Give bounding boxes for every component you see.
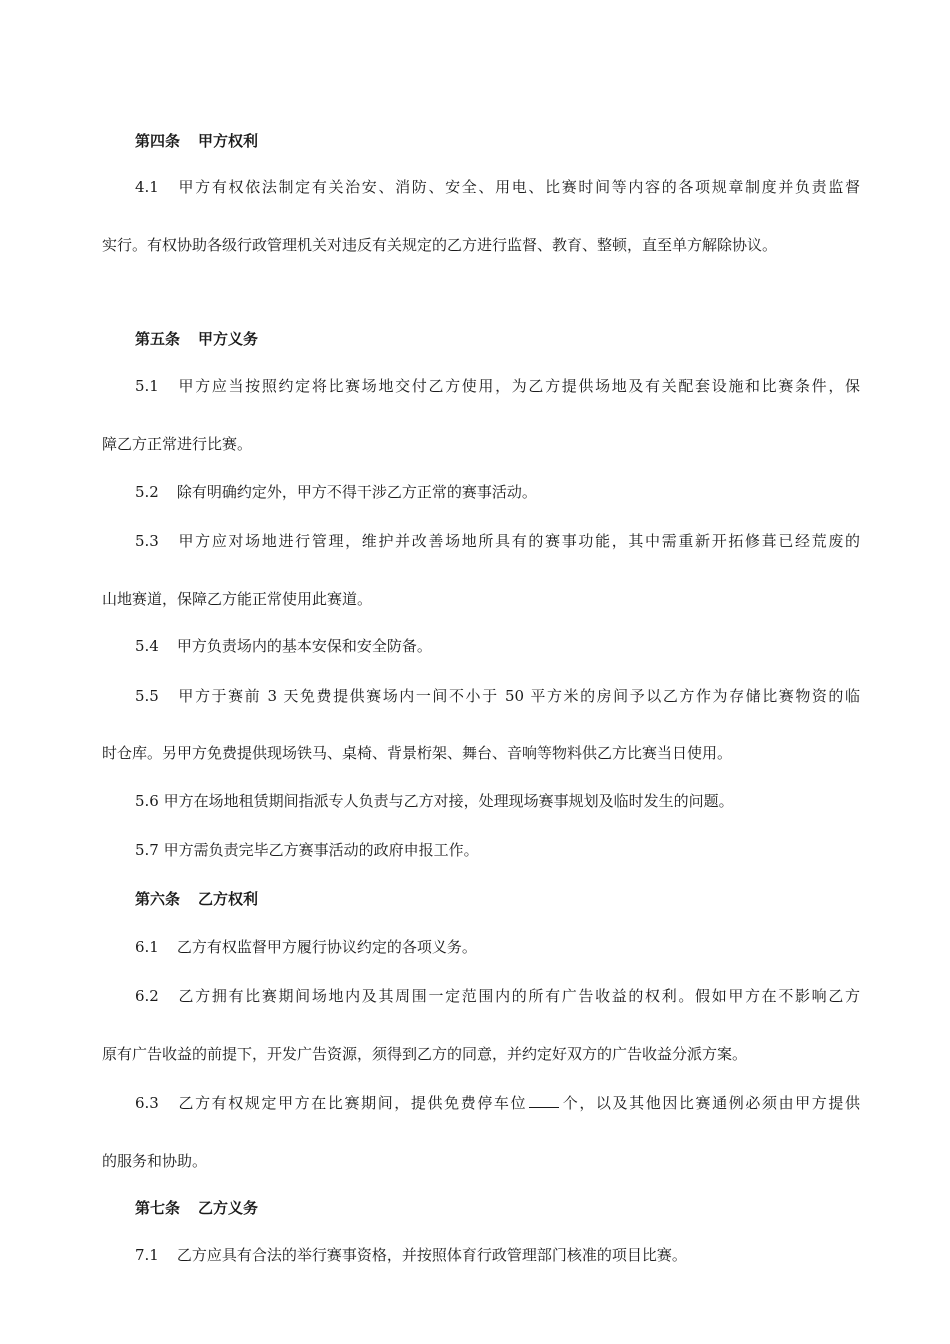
clause-number: 6.2 xyxy=(135,987,159,1005)
clause-number: 6.1 xyxy=(135,938,159,956)
clause-number: 6.3 xyxy=(135,1094,159,1112)
clause-5-3-line2: 山地赛道，保障乙方能正常使用此赛道。 xyxy=(102,590,373,608)
clause-number: 5.1 xyxy=(135,377,159,395)
article-4-heading xyxy=(135,131,258,151)
article-number: 第五条 xyxy=(135,330,181,348)
clause-5-4 xyxy=(135,636,432,656)
article-title: 乙方义务 xyxy=(198,1199,259,1217)
clause-number: 5.3 xyxy=(135,532,159,550)
clause-text: 乙方应具有合法的举行赛事资格，并按照体育行政管理部门核准的项目比赛。 xyxy=(176,1246,687,1264)
clause-number: 5.7 xyxy=(135,841,159,859)
clause-5-5-line1 xyxy=(135,686,860,706)
clause-5-1-line2: 障乙方正常进行比赛。 xyxy=(102,435,253,453)
clause-text: 除有明确约定外，甲方不得干涉乙方正常的赛事活动。 xyxy=(176,483,537,501)
clause-number: 5.5 xyxy=(135,687,159,705)
clause-text: 甲方于赛前 3 天免费提供赛场内一间不小于 50 平方米的房间予以乙方作为存储比赛物资的临 xyxy=(176,687,860,705)
clause-text: 乙方拥有比赛期间场地内及其周围一定范围内的所有广告收益的权利。假如甲方在不影响乙方 xyxy=(176,987,860,1005)
clause-number: 5.4 xyxy=(135,637,159,655)
article-number: 第六条 xyxy=(135,890,181,908)
clause-6-2-line2: 原有广告收益的前提下，开发广告资源，须得到乙方的同意，并约定好双方的广告收益分派方案。 xyxy=(102,1045,748,1063)
clause-5-5-line2: 时仓库。另甲方免费提供现场铁马、桌椅、背景桁架、舞台、音响等物料供乙方比赛当日使用。 xyxy=(102,744,733,762)
clause-6-3-line1 xyxy=(135,1093,860,1113)
clause-text: 个，以及其他因比赛通例必须由甲方提供 xyxy=(561,1094,860,1112)
clause-4-1-line2: 实行。有权协助各级行政管理机关对违反有关规定的乙方进行监督、教育、整顿，直至单方解除协议。 xyxy=(102,236,778,254)
clause-text: 乙方有权规定甲方在比赛期间，提供免费停车位 xyxy=(176,1094,528,1112)
clause-7-1 xyxy=(135,1245,687,1265)
article-title: 乙方权利 xyxy=(198,890,259,908)
article-title: 甲方义务 xyxy=(198,330,259,348)
clause-text: 甲方需负责完毕乙方赛事活动的政府申报工作。 xyxy=(163,841,479,859)
clause-5-1-line1 xyxy=(135,376,860,396)
clause-5-3-line1 xyxy=(135,531,860,551)
article-5-heading xyxy=(135,329,258,349)
clause-text: 甲方负责场内的基本安保和安全防备。 xyxy=(176,637,432,655)
clause-number: 4.1 xyxy=(135,178,159,196)
clause-text: 甲方在场地租赁期间指派专人负责与乙方对接，处理现场赛事规划及临时发生的问题。 xyxy=(163,792,734,810)
clause-text: 乙方有权监督甲方履行协议约定的各项义务。 xyxy=(176,938,477,956)
clause-number: 5.6 xyxy=(135,792,159,810)
article-7-heading xyxy=(135,1198,258,1218)
clause-6-2-line1 xyxy=(135,986,860,1006)
article-title: 甲方权利 xyxy=(198,132,259,150)
clause-text: 甲方应当按照约定将比赛场地交付乙方使用，为乙方提供场地及有关配套设施和比赛条件，保 xyxy=(176,377,860,395)
article-6-heading xyxy=(135,889,258,909)
clause-text: 甲方应对场地进行管理，维护并改善场地所具有的赛事功能，其中需重新开拓修葺已经荒废的 xyxy=(176,532,860,550)
article-number: 第四条 xyxy=(135,132,181,150)
clause-6-3-line2: 的服务和协助。 xyxy=(102,1152,208,1170)
clause-text: 甲方有权依法制定有关治安、消防、安全、用电、比赛时间等内容的各项规章制度并负责监督 xyxy=(176,178,860,196)
clause-4-1-line1 xyxy=(135,177,860,197)
clause-5-7 xyxy=(135,840,479,860)
blank-fill-line xyxy=(529,1093,559,1108)
clause-5-6 xyxy=(135,791,734,811)
clause-number: 5.2 xyxy=(135,483,159,501)
clause-number: 7.1 xyxy=(135,1246,159,1264)
article-number: 第七条 xyxy=(135,1199,181,1217)
clause-5-2 xyxy=(135,482,537,502)
clause-6-1 xyxy=(135,937,477,957)
